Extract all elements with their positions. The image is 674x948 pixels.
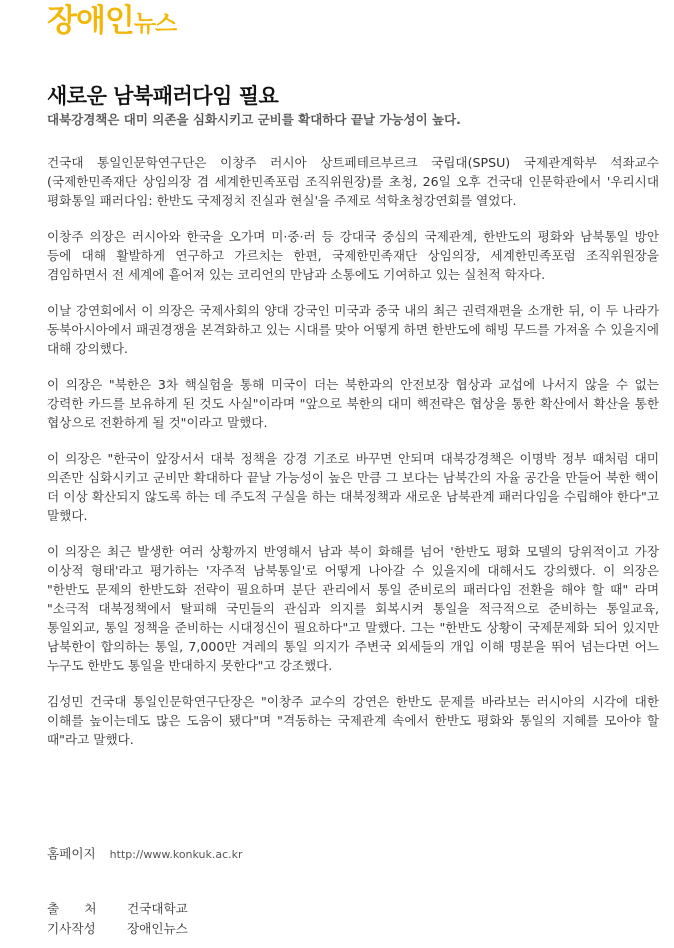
article-paragraph: 건국대 통일인문학연구단은 이창주 러시아 상트페테르부르크 국립대(SPSU) 국제관계학부 석좌교수(국제한민족재단 상임의장 겸 세계한민족포럼 조직위원장)를 초청, 26일 오후 건국대 인문학관에서 '우리시대 평화통일 패러다임: 한반도 국제정치 진실과 현실'을 주제로 석학초청강연회를 열었다. [47, 155, 659, 208]
article-subtitle: 대북강경책은 대미 의존을 심화시키고 군비를 확대하다 끝날 가능성이 높다. [47, 112, 461, 127]
article-paragraph: 이 의장은 최근 발생한 여러 상황까지 반영해서 남과 북이 화해를 넘어 '한반도 평화 모델의 당위적이고 가장 이상적 형태'라고 평가하는 '자주적 남북통일'로 어떻게 나아갈 수 있을지에 대해서도 강의했다. 이 의장은 "한반도 문제의 한반도화 전략이 필요하며 분단 관리에서 통일 준비로의 패러다임 전환을 해야 할 때" 라며 "소극적 대북정책에서 탈피해 국민들의 관심과 의지를 회복시켜 통일을 적극적으로 준비하는 통일교육, 통일외교, 통일 정책을 준비하는 시대정신이 필요하다"고 말했다. 그는 "한반도 상황이 국제문제화 되어 있지만 남북한이 합의하는 통일, 7,000만 겨레의 통일 의지가 주변국 외세들의 개입 이해 명분을 뛰어 넘는다면 어느 누구도 한반도 통일을 반대하지 못한다"고 강조했다. [47, 544, 659, 673]
source-label: 출 처 [47, 901, 97, 916]
author-value: 장애인뉴스 [127, 921, 188, 936]
site-logo[interactable] [47, 3, 177, 39]
homepage-label: 홈페이지 [47, 846, 96, 861]
article-paragraph: 이창주 의장은 러시아와 한국을 오가며 미·중·러 등 강대국 중심의 국제관계, 한반도의 평화와 남북통일 방안 등에 대해 활발하게 연구하고 가르치는 한편, 국제한민족재단 상임의장, 세계한민족포럼 조직위원장을 겸임하면서 전 세계에 흩어져 있는 코리언의 만남과 소통에도 기여하고 있는 실천적 학자다. [47, 229, 659, 282]
article-paragraph: 이 의장은 "한국이 앞장서서 대북 정책을 강경 기조로 바꾸면 안되며 대북강경책은 이명박 정부 때처럼 대미 의존만 심화시키고 군비만 확대하다 끝날 가능성이 높은 만큼 그 보다는 남북간의 자율 공간을 만들어 북한 핵이 더 이상 확산되지 않도록 하는 데 주도적 구실을 하는 대북정책과 새로운 남북관계 패러다임을 수립해야 한다"고 말했다. [47, 451, 659, 523]
article-body [47, 153, 659, 766]
author-label: 기사작성 [47, 921, 96, 936]
logo-main-text: 장애인 [47, 3, 134, 39]
source-value: 건국대학교 [127, 901, 188, 916]
logo-sub-text: 뉴스 [133, 11, 177, 37]
author-line [47, 918, 188, 937]
article-title: 새로운 남북패러다임 필요 [47, 84, 279, 108]
article-paragraph: 이날 강연회에서 이 의장은 국제사회의 양대 강국인 미국과 중국 내의 최근 권력재편을 소개한 뒤, 이 두 나라가 동북아시아에서 패권경쟁을 본격화하고 있는 시대를 맞아 어떻게 하면 한반도에 해빙 무드를 가져올 수 있을지에 대해 강의했다. [47, 303, 659, 356]
article-paragraph: 이 의장은 "북한은 3차 핵실험을 통해 미국이 더는 북한과의 안전보장 협상과 교섭에 나서지 않을 수 없는 강력한 카드를 보유하게 된 것도 사실"이라며 "앞으로 북한의 대미 핵전략은 협상을 통한 확산에서 확산을 통한 협상으로 전환하게 될 것"이라고 말했다. [47, 377, 659, 430]
article-paragraph: 김성민 건국대 통일인문학연구단장은 "이창주 교수의 강연은 한반도 문제를 바라보는 러시아의 시각에 대한 이해를 높이는데도 많은 도움이 됐다"며 "격동하는 국제관계 속에서 한반도 평화와 통일의 지혜를 모아야 할 때"라고 말했다. [47, 694, 659, 747]
homepage-line [47, 843, 243, 862]
source-line [47, 898, 188, 917]
homepage-link[interactable]: http://www.konkuk.ac.kr [109, 848, 243, 861]
